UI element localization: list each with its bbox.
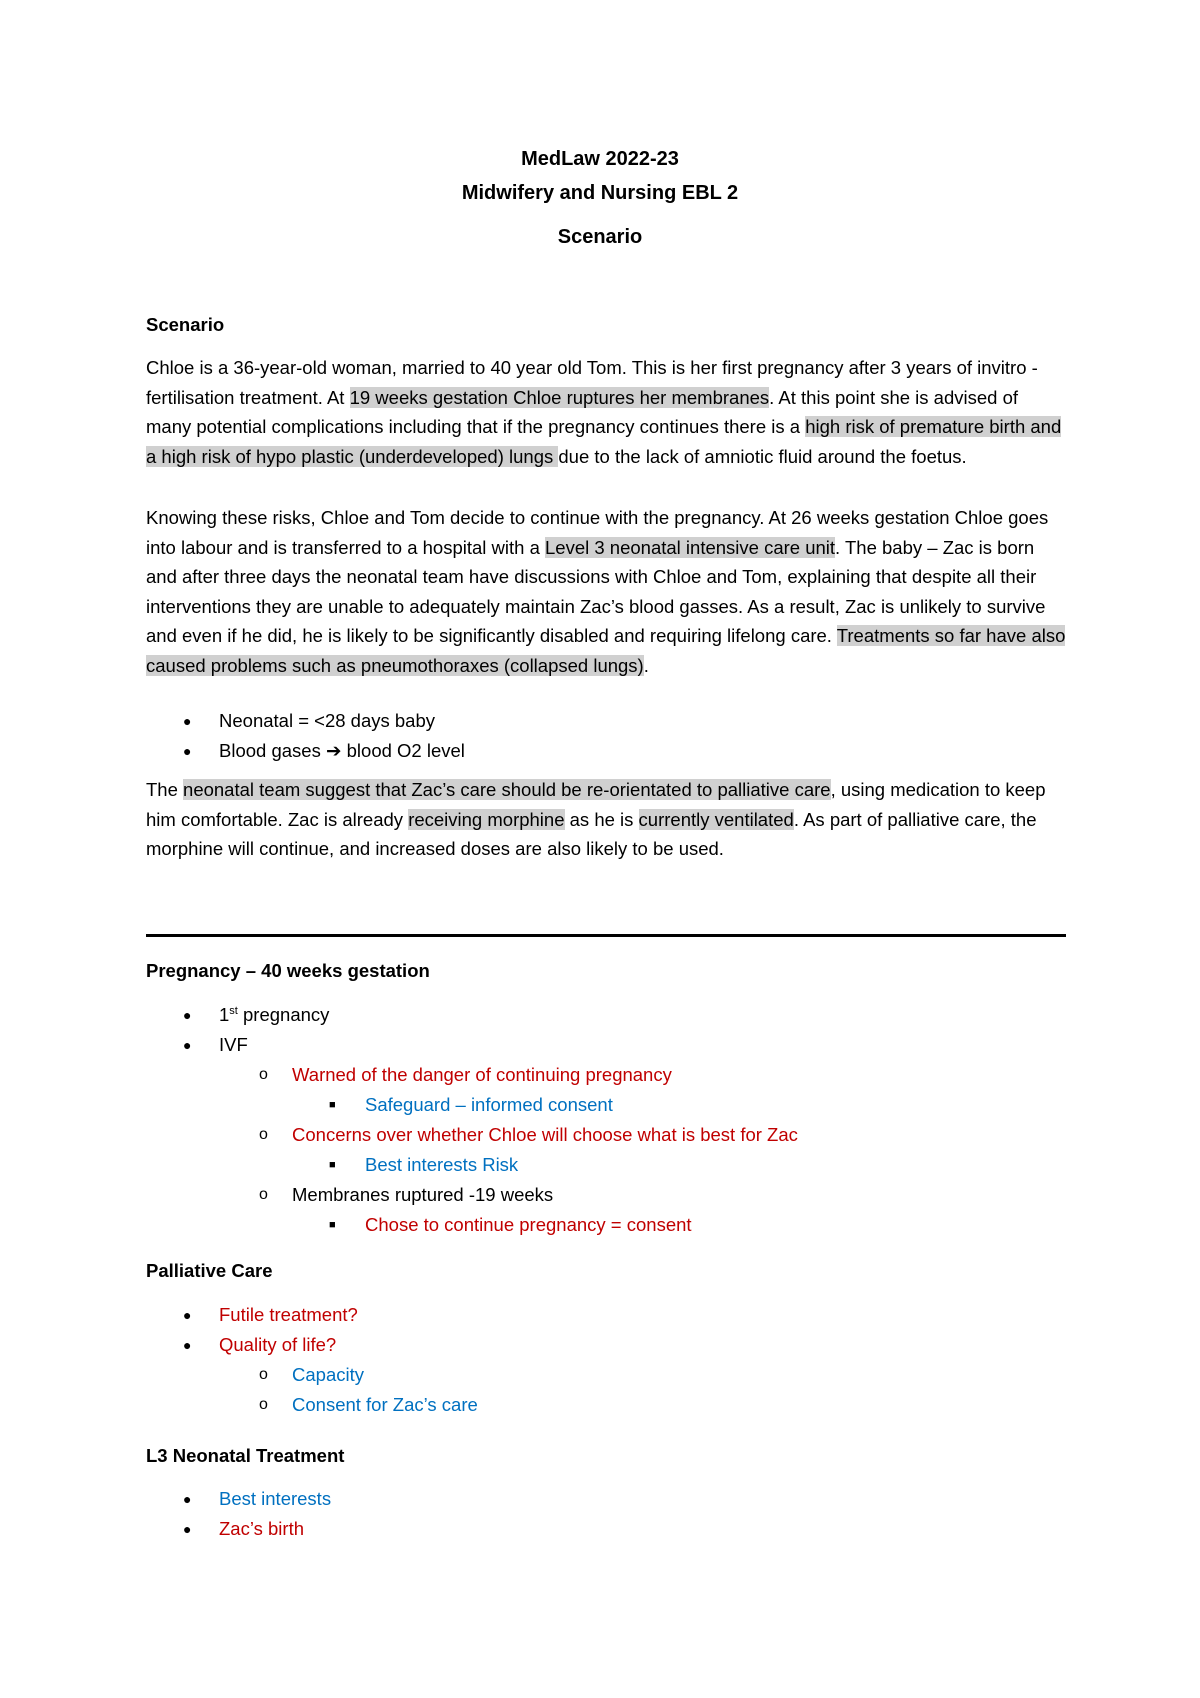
circle-o-icon: o [259,1126,268,1143]
square-bullet-icon: ■ [329,1159,336,1171]
list-item: ● IVF [146,1030,1066,1060]
circle-o-icon: o [259,1396,268,1413]
circle-o-icon: o [259,1186,268,1203]
scenario-bullet-list [146,706,1066,766]
list-item: ■ Best interests Risk [146,1150,1066,1180]
list-item: o Capacity [146,1360,1066,1390]
bullet-dot-icon: ● [183,713,192,729]
list-item: ● Quality of life? [146,1330,1066,1360]
l3-list [146,1484,1066,1544]
square-bullet-icon: ■ [329,1219,336,1231]
list-item: ● Zac’s birth [146,1514,1066,1544]
list-item: ● Futile treatment? [146,1300,1066,1330]
list-item: ● Blood gases ➔ blood O2 level [146,736,1066,766]
doc-section-title: Scenario [557,226,643,248]
bullet-dot-icon: ● [183,1007,192,1023]
square-bullet-icon: ■ [329,1099,336,1111]
scenario-heading: Scenario [146,314,225,335]
circle-o-icon: o [259,1066,268,1083]
highlight-palliative: neonatal team suggest that Zac’s care should be re-orientated to palliative care [183,779,831,800]
highlight-treatments: Treatments so far have also caused problems such as pneumothoraxes (collapsed lungs) [146,625,1066,676]
list-item: o Membranes ruptured -19 weeks [146,1180,1066,1210]
bullet-dot-icon: ● [183,1337,192,1353]
scenario-paragraph-2: Knowing these risks, Chloe and Tom decide to continue with the pregnancy. At 26 weeks gestation Chloe goes into labour and is transferred to a hospital with a Level 3 neonatal intensive care unit. The baby – Zac is born and after three days the neonatal team have discussions with Chloe and Tom, explaining that despite all their interventions they are unable to adequately maintain Zac’s blood gasses. As a result, Zac is unlikely to survive and even if he did, he is likely to be significantly disabled and requiring lifelong care. Treatments so far have also caused problems such as pneumothoraxes (collapsed lungs). [146,507,1066,676]
palliative-heading: Palliative Care [146,1260,273,1281]
bullet-dot-icon: ● [183,743,192,759]
pregnancy-heading: Pregnancy – 40 weeks gestation [146,960,430,981]
bullet-dot-icon: ● [183,1037,192,1053]
list-item: ● 1st pregnancy [146,1000,1066,1030]
doc-subtitle: Midwifery and Nursing EBL 2 [461,182,739,204]
l3-heading: L3 Neonatal Treatment [146,1445,345,1466]
list-item: ● Neonatal = <28 days baby [146,706,1066,736]
pregnancy-list [146,1000,1066,1240]
highlight-ventilated: currently ventilated [638,808,794,830]
doc-title: MedLaw 2022-23 [521,148,679,170]
right-arrow-icon: ➔ [325,740,342,761]
list-item: o Consent for Zac’s care [146,1390,1066,1420]
bullet-dot-icon: ● [183,1491,192,1507]
list-item: o Warned of the danger of continuing pregnancy [146,1060,1066,1090]
highlight-nicu: Level 3 neonatal intensive care unit [545,536,836,558]
horizontal-rule [146,934,1066,937]
scenario-paragraph-3: The neonatal team suggest that Zac’s care should be re-orientated to palliative care, using medication to keep him comfortable. Zac is already receiving morphine as he is currently ventilated. As part of palliative care, the morphine will continue, and increased doses are also likely to be used. [146,779,1046,859]
circle-o-icon: o [259,1366,268,1383]
list-item: ■ Safeguard – informed consent [146,1090,1066,1120]
palliative-list [146,1300,1066,1420]
scenario-paragraph-1: Chloe is a 36-year-old woman, married to 40 year old Tom. This is her first pregnancy after 3 years of invitro - fertilisation treatment. At 19 weeks gestation Chloe ruptures her membranes. At this point she is advised of many potential complications including that if the pregnancy continues there is a high risk of premature birth and a high risk of hypo plastic (underdeveloped) lungs due to the lack of amniotic fluid around the foetus. [146,357,1062,467]
highlight-ruptured: 19 weeks gestation Chloe ruptures her membranes [349,386,770,408]
bullet-dot-icon: ● [183,1521,192,1537]
highlight-morphine: receiving morphine [408,808,565,830]
bullet-dot-icon: ● [183,1307,192,1323]
list-item: ■ Chose to continue pregnancy = consent [146,1210,1066,1240]
highlight-risks: high risk of premature birth and a high risk of hypo plastic (underdeveloped) lungs [146,416,1062,467]
list-item: ● Best interests [146,1484,1066,1514]
list-item: o Concerns over whether Chloe will choose what is best for Zac [146,1120,1066,1150]
